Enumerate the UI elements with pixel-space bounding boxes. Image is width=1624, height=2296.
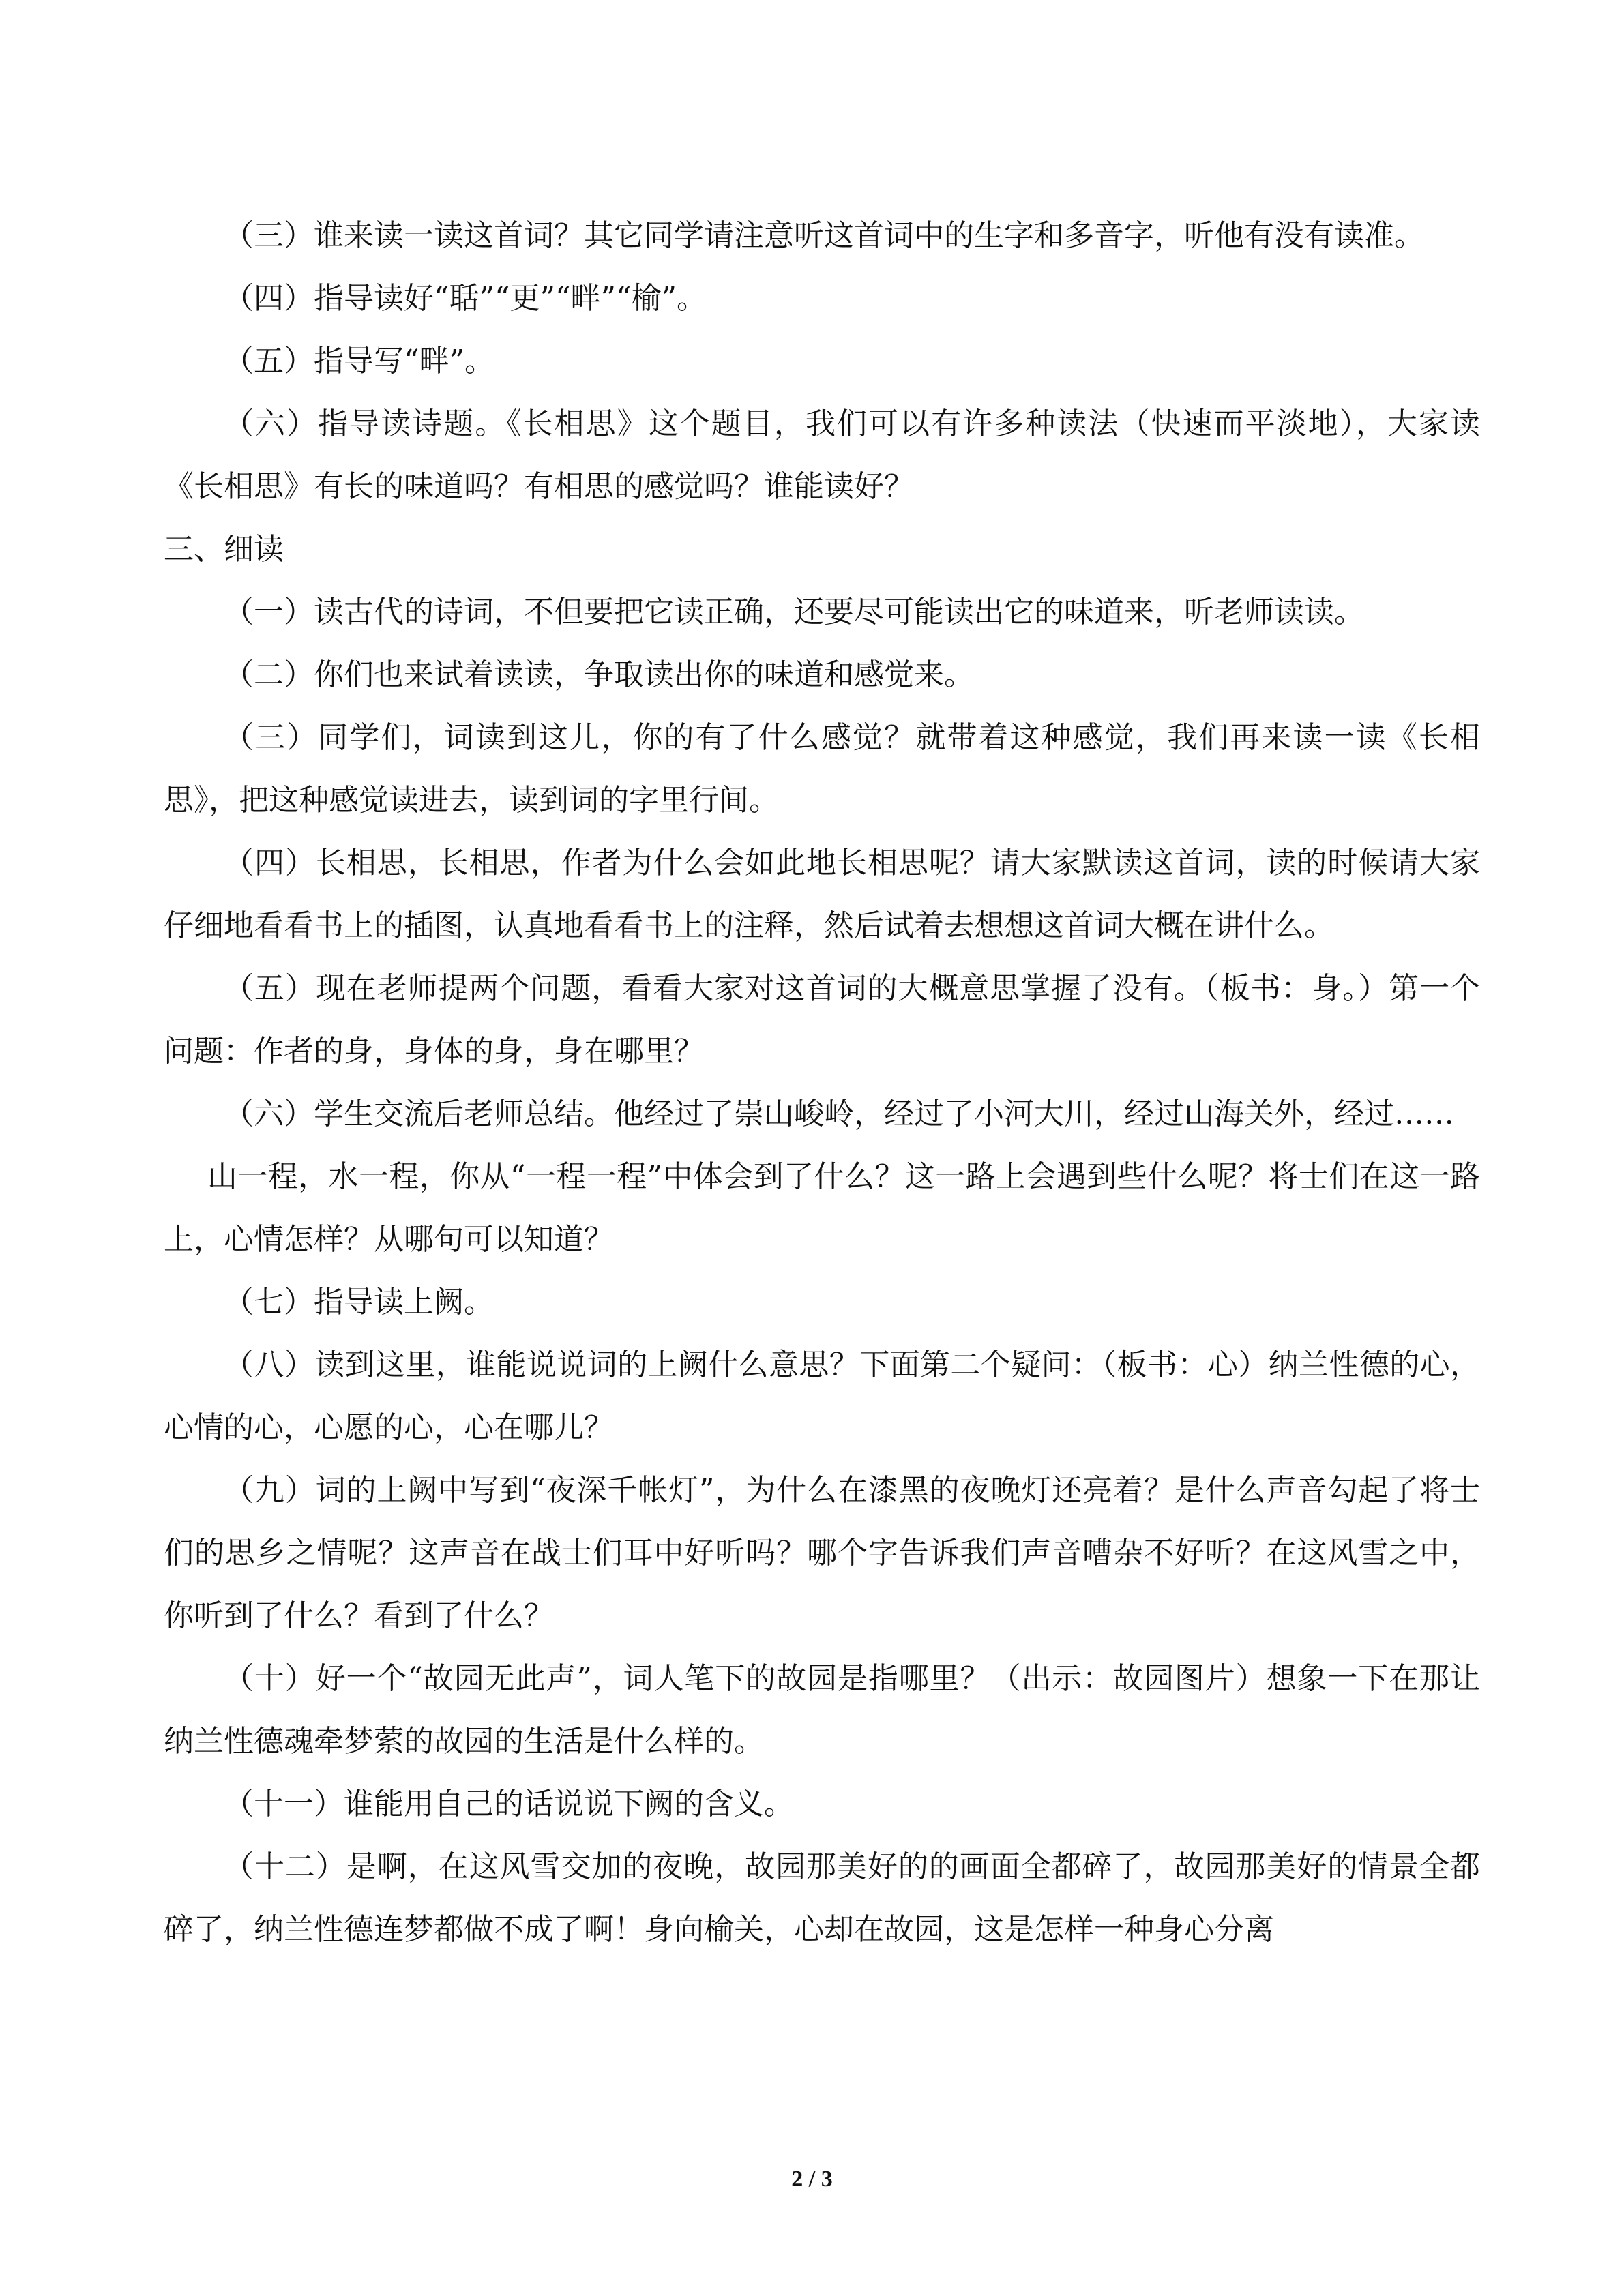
section-heading: 三、细读 (164, 532, 284, 567)
paragraph: （六）指导读诗题。《长相思》这个题目，我们可以有许多种读法（快速而平淡地），大家读《长相思》有长的味道吗？有相思的感觉吗？谁能读好？ (164, 406, 1480, 504)
paragraph: （四）长相思，长相思，作者为什么会如此地长相思呢？请大家默读这首词，读的时候请大家仔细地看看书上的插图，认真地看看书上的注释，然后试着去想想这首词大概在讲什么。 (164, 846, 1480, 943)
paragraph: （四）指导读好“聒”“更”“畔”“榆”。 (224, 281, 707, 316)
paragraph: （七）指导读上阙。 (224, 1285, 494, 1320)
paragraph: （九）词的上阙中写到“夜深千帐灯”，为什么在漆黑的夜晚灯还亮着？是什么声音勾起了将士们的思乡之情呢？这声音在战士们耳中好听吗？哪个字告诉我们声音嘈杂不好听？在这风雪之中，你听到了什么？看到了什么？ (164, 1473, 1480, 1633)
paragraph: （八）读到这里，谁能说说词的上阙什么意思？下面第二个疑问：（板书：心）纳兰性德的心，心情的心，心愿的心，心在哪儿？ (164, 1347, 1480, 1445)
document-body (164, 205, 1480, 1961)
paragraph: （十一）谁能用自己的话说说下阙的含义。 (224, 1787, 794, 1821)
page-number: 2 / 3 (791, 2166, 833, 2192)
paragraph: （三）谁来读一读这首词？其它同学请注意听这首词中的生字和多音字，听他有没有读准。 (224, 218, 1424, 253)
paragraph: （二）你们也来试着读读，争取读出你的味道和感觉来。 (224, 657, 974, 692)
paragraph: （三）同学们，词读到这儿，你的有了什么感觉？就带着这种感觉，我们再来读一读《长相思》，把这种感觉读进去，读到词的字里行间。 (164, 720, 1480, 818)
paragraph: （十）好一个“故园无此声”，词人笔下的故园是指哪里？（出示：故园图片）想象一下在那让纳兰性德魂牵梦萦的故园的生活是什么样的。 (164, 1661, 1480, 1759)
paragraph: （五）指导写“畔”。 (224, 344, 494, 378)
paragraph: （一）读古代的诗词，不但要把它读正确，还要尽可能读出它的味道来，听老师读读。 (224, 595, 1364, 629)
paragraph: （五）现在老师提两个问题，看看大家对这首词的大概意思掌握了没有。（板书：身。）第一个问题：作者的身，身体的身，身在哪里？ (164, 971, 1480, 1069)
paragraph: （六）学生交流后老师总结。他经过了崇山峻岭，经过了小河大川，经过山海关外，经过…… (224, 1097, 1454, 1131)
paragraph: 山一程，水一程，你从“一程一程”中体会到了什么？这一路上会遇到些什么呢？将士们在这一路上，心情怎样？从哪句可以知道？ (164, 1159, 1480, 1257)
paragraph: （十二）是啊，在这风雪交加的夜晚，故园那美好的的画面全都碎了，故园那美好的情景全都碎了，纳兰性德连梦都做不成了啊！身向榆关，心却在故园，这是怎样一种身心分离 (164, 1849, 1480, 1947)
